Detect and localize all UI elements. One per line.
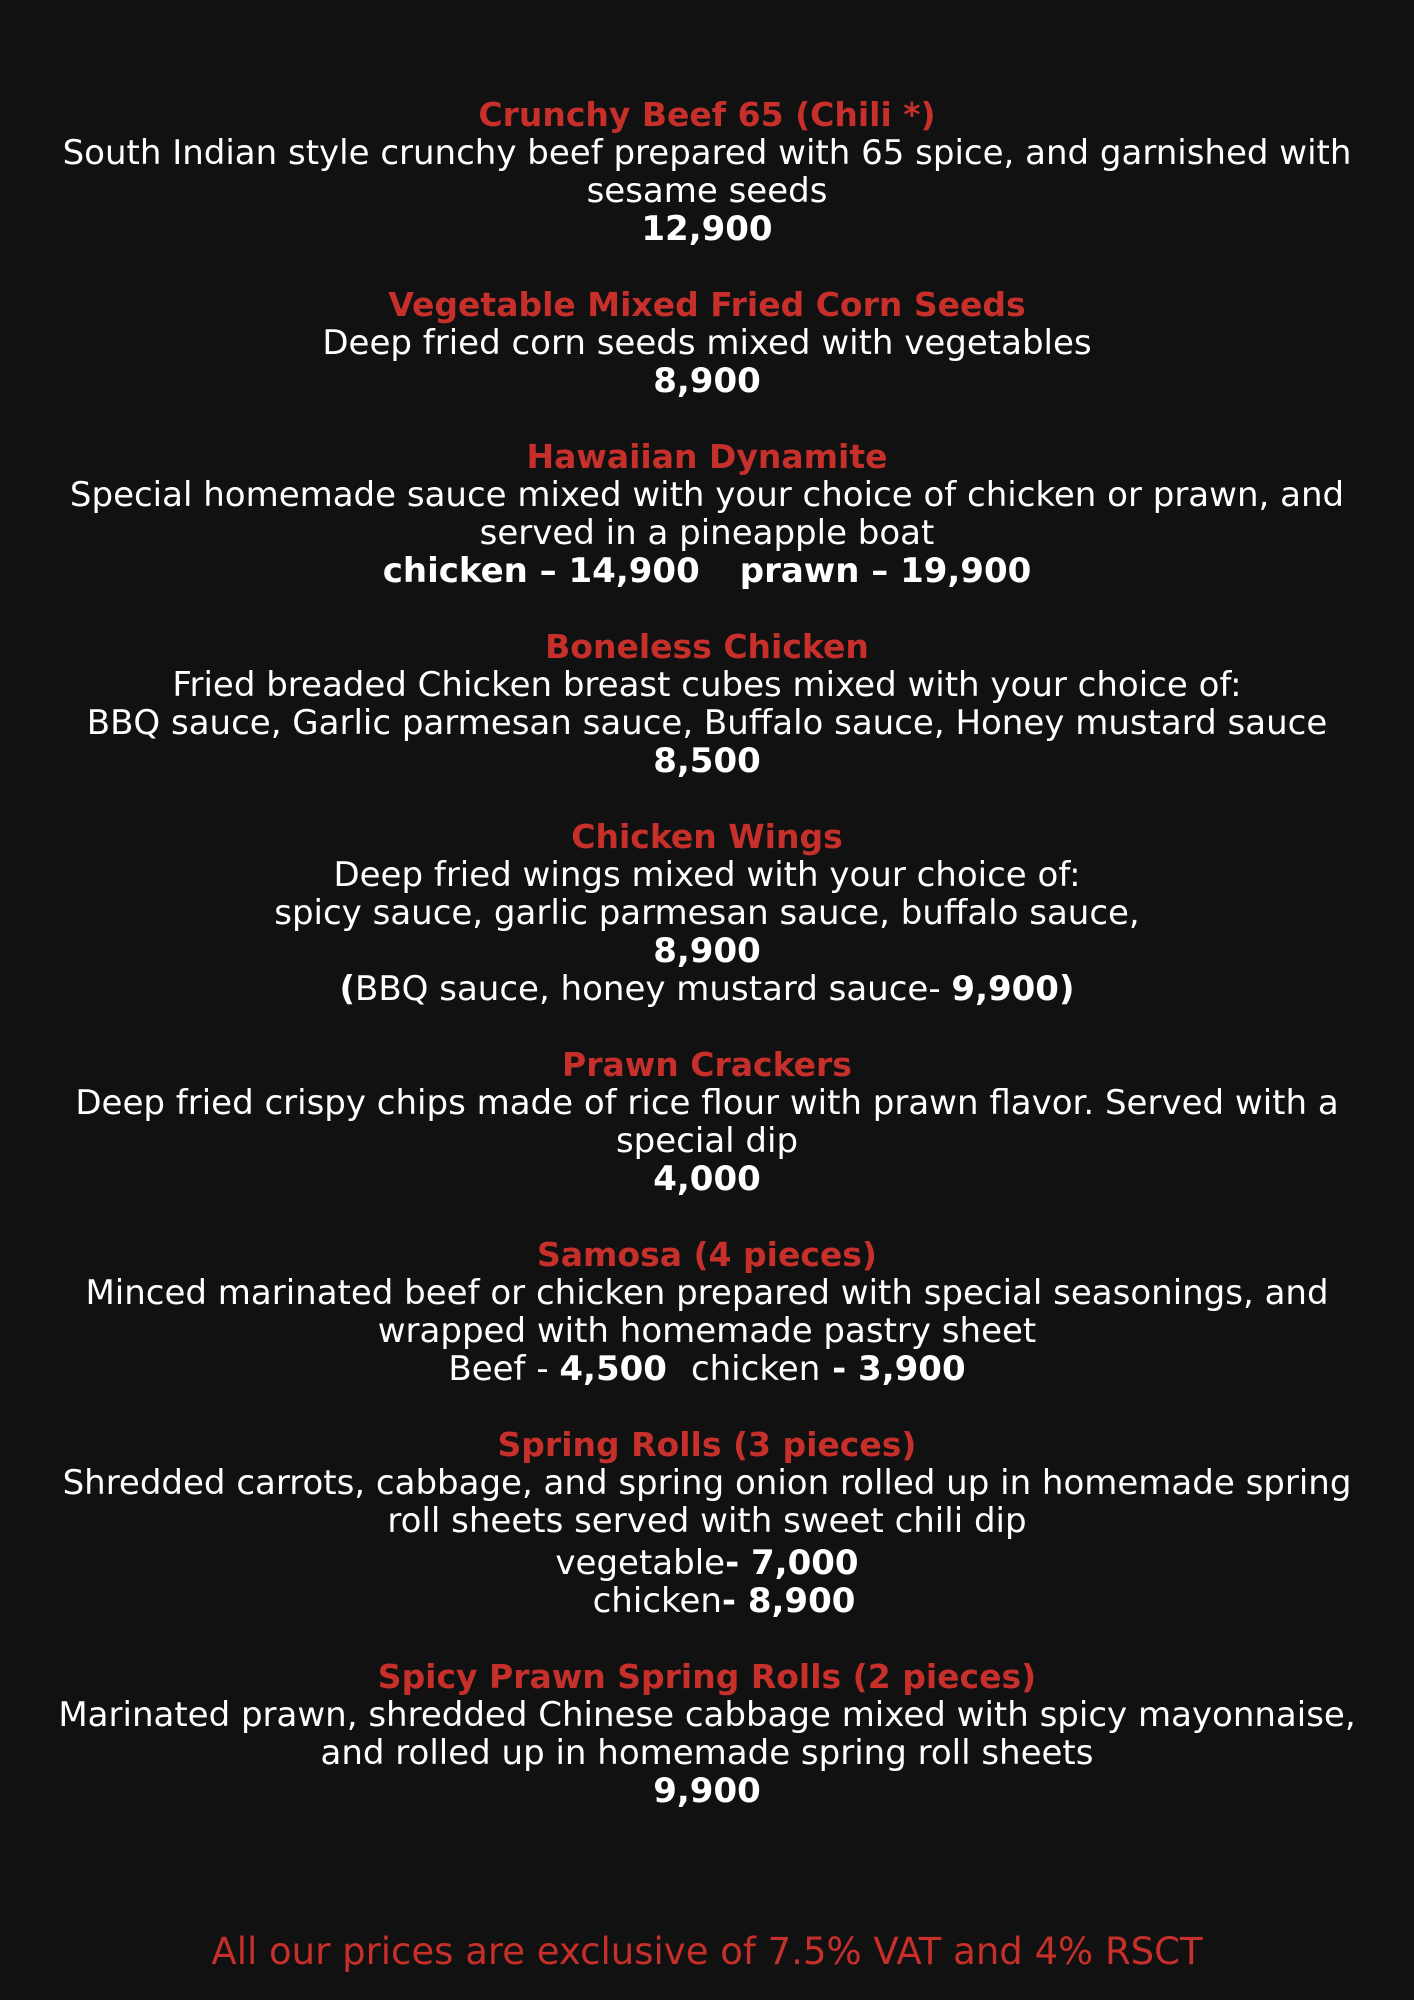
- item-price: 8,500: [653, 741, 761, 781]
- item-name: Chicken Wings: [571, 817, 843, 856]
- chicken-price: - 3,900: [820, 1349, 966, 1389]
- item-price: 8,900: [653, 361, 761, 401]
- item-description-line: Marinated prawn, shredded Chinese cabbage mixed with spicy mayonnaise,: [58, 1695, 1356, 1735]
- item-price-options: [27, 552, 1387, 590]
- item-name: Hawaiian Dynamite: [526, 437, 888, 476]
- item-description-line: sesame seeds: [586, 171, 828, 211]
- menu-item-prawn-crackers: [27, 1046, 1387, 1198]
- extra-text: BBQ sauce, honey mustard sauce-: [355, 969, 952, 1009]
- item-description-line: Deep fried wings mixed with your choice of:: [333, 855, 1081, 895]
- menu-item-samosa: [27, 1236, 1387, 1388]
- price-prawn: prawn – 19,900: [739, 551, 1032, 591]
- item-description-line: served in a pineapple boat: [479, 513, 935, 553]
- item-price: 12,900: [641, 209, 773, 249]
- item-description-line: Special homemade sauce mixed with your choice of chicken or prawn, and: [69, 475, 1345, 515]
- menu-item-vegetable-corn-seeds: [27, 286, 1387, 400]
- beef-price: 4,500: [559, 1349, 667, 1389]
- item-description-line: Shredded carrots, cabbage, and spring onion rolled up in homemade spring: [62, 1463, 1352, 1503]
- item-description-line: Deep fried corn seeds mixed with vegetables: [322, 323, 1092, 363]
- chicken-label: chicken: [690, 1349, 821, 1389]
- vegetable-price: - 7,000: [725, 1543, 859, 1583]
- extra-open-paren: (: [339, 969, 356, 1009]
- chicken-price: - 8,900: [721, 1581, 856, 1621]
- menu-item-boneless-chicken: [27, 628, 1387, 780]
- item-description-line: roll sheets served with sweet chili dip: [387, 1501, 1027, 1541]
- beef-label: Beef -: [448, 1349, 560, 1389]
- item-price: 9,900: [653, 1771, 761, 1811]
- item-name: Samosa (4 pieces): [536, 1235, 877, 1274]
- menu-list: [0, 96, 1414, 1848]
- item-extra-price: [27, 970, 1387, 1008]
- chicken-label: chicken: [592, 1581, 722, 1621]
- item-description-line: Fried breaded Chicken breast cubes mixed with your choice of:: [172, 665, 1242, 705]
- menu-item-chicken-wings: [27, 818, 1387, 1008]
- extra-price: 9,900): [951, 969, 1075, 1009]
- item-name: Vegetable Mixed Fried Corn Seeds: [388, 285, 1026, 324]
- item-description-line: South Indian style crunchy beef prepared with 65 spice, and garnished with: [62, 133, 1352, 173]
- item-price: 8,900: [653, 931, 761, 971]
- menu-item-spicy-prawn-spring-rolls: [27, 1658, 1387, 1810]
- menu-item-spring-rolls: [27, 1426, 1387, 1620]
- item-description-line: Minced marinated beef or chicken prepared with special seasonings, and: [85, 1273, 1329, 1313]
- price-row-vegetable: [27, 1544, 1387, 1582]
- item-description-line: wrapped with homemade pastry sheet: [377, 1311, 1037, 1351]
- item-description-line: Deep fried crispy chips made of rice flour with prawn flavor. Served with a: [75, 1083, 1339, 1123]
- menu-item-hawaiian-dynamite: [27, 438, 1387, 590]
- price-row-chicken: [27, 1582, 1387, 1620]
- item-name: Spicy Prawn Spring Rolls (2 pieces): [377, 1657, 1037, 1696]
- item-name: Spring Rolls (3 pieces): [497, 1425, 917, 1464]
- vegetable-label: vegetable: [555, 1543, 726, 1583]
- tax-disclaimer: All our prices are exclusive of 7.5% VAT and 4% RSCT: [211, 1930, 1203, 1973]
- item-description-line: BBQ sauce, Garlic parmesan sauce, Buffalo sauce, Honey mustard sauce: [86, 703, 1328, 743]
- item-price: 4,000: [653, 1159, 761, 1199]
- item-description-line: and rolled up in homemade spring roll sheets: [320, 1733, 1094, 1773]
- item-price-options: [27, 1544, 1387, 1620]
- price-chicken: chicken – 14,900: [382, 551, 700, 591]
- item-name: Boneless Chicken: [545, 627, 869, 666]
- menu-item-crunchy-beef-65: [27, 96, 1387, 248]
- item-name: Prawn Crackers: [562, 1045, 852, 1084]
- item-description-line: spicy sauce, garlic parmesan sauce, buffalo sauce,: [274, 893, 1140, 933]
- item-name: Crunchy Beef 65 (Chili *): [478, 95, 936, 134]
- item-price-options: [27, 1350, 1387, 1388]
- item-description-line: special dip: [615, 1121, 799, 1161]
